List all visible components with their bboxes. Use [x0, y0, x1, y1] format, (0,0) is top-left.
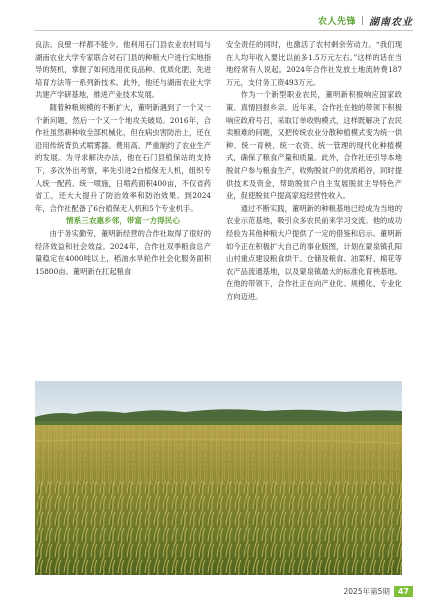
rice-field-photo [35, 381, 402, 575]
section-subheading: 情系三农惠乡邻，带富一方得民心 [66, 216, 180, 226]
left-column [35, 39, 211, 303]
header-divider [362, 16, 363, 25]
paragraph: 作为一个新型职业农民，董明新积极响应国家政策、真情回报乡亲。近年来，合作社在他的带领下积极响应政府号召，采取订单收购模式，这样既解决了农民卖粮难的问题，又把传统农业分散种植模式变为统一供种、统一育秧、统一农资、统一管理的现代化种植模式，确保了粮食产量和质量。此外，合作社还引导本地脱贫户参与粮食生产，收购脱贫户的优质稻谷，同时提供技术及资金，帮助脱贫户自主发展脱贫主导特色产业，促使脱贫户提高家庭经营性收入。 [226, 90, 402, 201]
page-header [318, 8, 413, 32]
page-footer [344, 586, 414, 597]
paragraph: 良法、良壁一样都不能少。他利用石门县农业农村局与湖南农业大学专家联合对石门县的种粮大户进行实地指导的契机，掌握了如何选用优良品种、优质化肥、先进培育方法等一系列新技术。此外，他还与湖南农业大学共建产学研基地，推进产业技术发展。 [35, 40, 211, 100]
article-body [35, 39, 402, 303]
magazine-name: 湖南农业 [369, 16, 413, 28]
paragraph: 通过不断实践，董明新的种粮基地已经成为当地的农业示范基地，吸引众多农民前来学习交流。他的成功经验为其他种粮大户提供了一定的借鉴和启示。董明新如今正在积极扩大自己的事业版图，计划在蒙泉镇孔阳山村重点建设粮食烘干、仓储及粮食、油菜籽、棉花等农产品流通基地，以及蒙泉镇最大的标准化育秧基地。在他的带领下，合作社正在向产业化、规模化、专业化方向迈进。 [226, 203, 402, 301]
paragraph: 由于务实勤劳，董明新经营的合作社取得了很好的经济效益和社会效益。2024年，合作社双季粮食总产量稳定在4000吨以上，稻油水旱轮作社会化服务面积15800亩。董明新在扛起粮食 [35, 228, 211, 276]
rice-field-image [35, 381, 402, 575]
issue-label: 2025年第5期 [343, 587, 390, 596]
paragraph: 安全责任的同时，也激活了农村剩余劳动力。“我们现在人均年收入要比以前多1.5万元左右。”这样的话在当地经常有人说起。2024年合作社发放土地流转费187万元，支付务工资493万元。 [226, 40, 402, 87]
paragraph: 随着种粮规模的不断扩大，董明新遇到了一个又一个新问题，然后一个又一个地攻关破局。2016年，合作社虽然耕种收全部机械化，但在病虫害防治上，还在沿用传统背负式喷雾器。费用高、严重制约了农业生产的发展。为寻求解决办法，他在石门县植保站的支持下，多次外出考察，率先引进2台植保无人机，组织专人统一配药、统一喷施，日喷药面积400亩，不仅省药省工，还大大提升了防治效率和防治效果。到2024年，合作社配备了6台植保无人机和5个专业机手。 [35, 102, 211, 213]
page-number: 47 [394, 586, 413, 597]
header-rule [34, 30, 413, 31]
right-column [226, 39, 402, 303]
section-tag: 农人先锋 [317, 16, 356, 27]
